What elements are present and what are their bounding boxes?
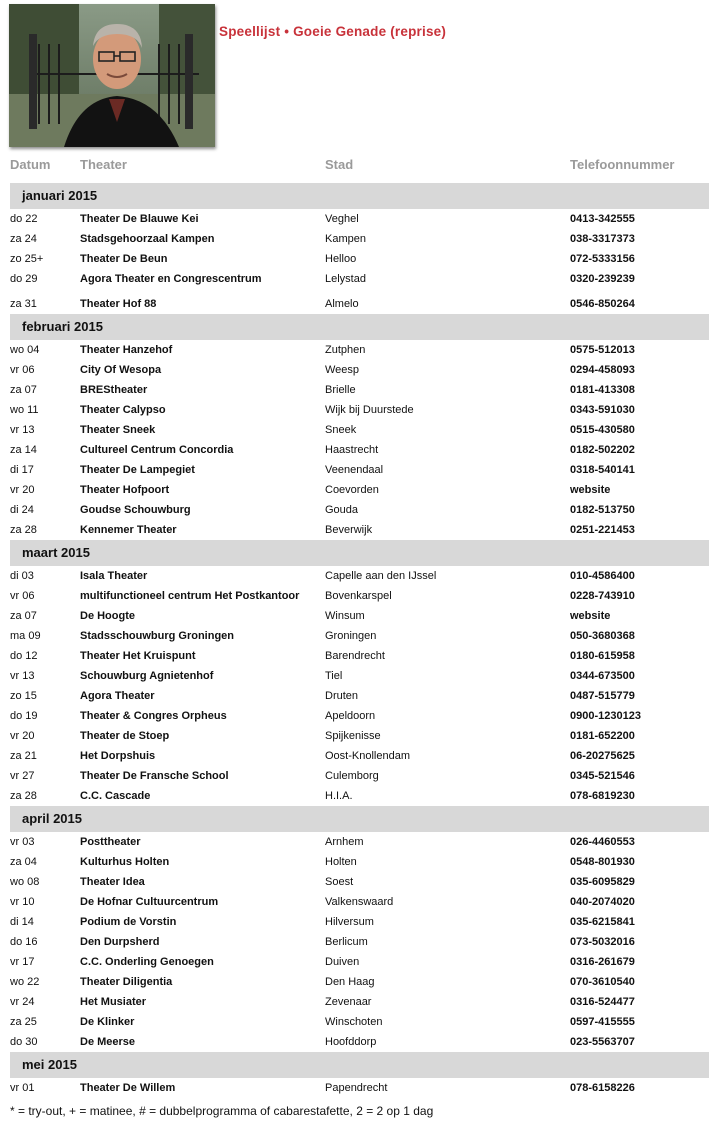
month-header [10,183,709,209]
theater-cell: Podium de Vorstin [80,916,177,928]
table-row [0,249,716,269]
table-row [0,520,716,540]
column-header-city: Stad [325,157,354,172]
phone-cell: 0318-540141 [570,464,635,476]
table-row [0,400,716,420]
city-cell: Lelystad [325,273,366,285]
city-cell: Zevenaar [325,996,372,1008]
theater-cell: Theater Hofpoort [80,484,170,496]
date-cell: vr 06 [10,590,35,602]
table-row [0,686,716,706]
city-cell: Berlicum [325,936,368,948]
table-row [0,746,716,766]
city-cell: Bovenkarspel [325,590,392,602]
date-cell: do 29 [10,273,38,285]
phone-cell: 035-6095829 [570,876,635,888]
table-row [0,912,716,932]
city-cell: Gouda [325,504,359,516]
theater-cell: Isala Theater [80,570,148,582]
date-cell: vr 06 [10,364,35,376]
phone-cell: 073-5032016 [570,936,635,948]
theater-cell: De Hoogte [80,610,135,622]
date-cell: za 07 [10,610,37,622]
theater-cell: Cultureel Centrum Concordia [80,444,234,456]
theater-cell: De Hofnar Cultuurcentrum [80,896,219,908]
city-cell: Capelle aan den IJssel [325,570,437,582]
phone-cell: 040-2074020 [570,896,635,908]
date-cell: wo 08 [10,876,40,888]
table-row [0,606,716,626]
date-cell: di 24 [10,504,34,516]
date-cell: do 19 [10,710,38,722]
table-row [0,832,716,852]
city-cell: H.I.A. [325,790,353,802]
theater-cell: Theater Het Kruispunt [80,650,196,662]
date-cell: vr 01 [10,1082,35,1094]
phone-cell: 0575-512013 [570,344,635,356]
phone-cell: 070-3610540 [570,976,635,988]
month-label: mei 2015 [22,1057,77,1072]
phone-cell: 0320-239239 [570,273,635,285]
phone-cell: 0251-221453 [570,524,635,536]
date-cell: za 14 [10,444,37,456]
city-cell: Spijkenisse [325,730,381,742]
date-cell: za 21 [10,750,37,762]
date-cell: do 16 [10,936,38,948]
phone-cell: 0597-415555 [570,1016,635,1028]
theater-cell: Theater De Beun [80,253,168,265]
phone-cell: 0413-342555 [570,213,635,225]
city-cell: Wijk bij Duurstede [325,404,414,416]
city-cell: Coevorden [325,484,379,496]
phone-cell: 0343-591030 [570,404,635,416]
month-label: maart 2015 [22,545,90,560]
date-cell: wo 22 [10,976,40,988]
table-row [0,340,716,360]
city-cell: Barendrecht [325,650,385,662]
theater-cell: Stadsgehoorzaal Kampen [80,233,215,245]
theater-cell: Theater Hanzehof [80,344,173,356]
theater-cell: Schouwburg Agnietenhof [80,670,214,682]
city-cell: Den Haag [325,976,375,988]
table-row [0,360,716,380]
date-cell: zo 25+ [10,253,44,265]
date-cell: vr 24 [10,996,35,1008]
city-cell: Hoofddorp [325,1036,377,1048]
phone-cell: 072-5333156 [570,253,635,265]
date-cell: wo 04 [10,344,40,356]
theater-cell: Theater Hof 88 [80,298,157,310]
theater-cell: Theater de Stoep [80,730,170,742]
table-row [0,872,716,892]
phone-cell: 050-3680368 [570,630,635,642]
month-label: februari 2015 [22,319,103,334]
performer-photo [9,4,215,147]
phone-cell: 0182-502202 [570,444,635,456]
table-row [0,972,716,992]
date-cell: di 03 [10,570,34,582]
city-cell: Brielle [325,384,356,396]
table-row [0,892,716,912]
city-cell: Arnhem [325,836,364,848]
date-cell: vr 13 [10,424,35,436]
city-cell: Veghel [325,213,359,225]
table-row [0,706,716,726]
theater-cell: Theater Idea [80,876,145,888]
city-cell: Druten [325,690,359,702]
city-cell: Helloo [325,253,357,265]
date-cell: zo 15 [10,690,37,702]
theater-cell: Theater De Fransche School [80,770,229,782]
city-cell: Soest [325,876,354,888]
theater-cell: De Meerse [80,1036,136,1048]
table-row [0,586,716,606]
page-title: Speellijst • Goeie Genade (reprise) [219,24,447,39]
phone-cell: 0294-458093 [570,364,635,376]
city-cell: Tiel [325,670,343,682]
phone-cell: 0182-513750 [570,504,635,516]
phone-cell: 023-5563707 [570,1036,635,1048]
table-row [0,294,716,314]
theater-cell: BREStheater [80,384,148,396]
phone-cell: 0344-673500 [570,670,635,682]
month-label: april 2015 [22,811,82,826]
month-header [10,314,709,340]
phone-cell: 0345-521546 [570,770,635,782]
date-cell: vr 20 [10,484,35,496]
theater-cell: C.C. Onderling Genoegen [80,956,214,968]
city-cell: Duiven [325,956,360,968]
date-cell: do 22 [10,213,38,225]
schedule-table [0,183,716,1098]
city-cell: Culemborg [325,770,379,782]
table-row [0,480,716,500]
theater-cell: Goudse Schouwburg [80,504,191,516]
phone-cell: 0548-801930 [570,856,635,868]
date-cell: za 07 [10,384,37,396]
city-cell: Papendrecht [325,1082,388,1094]
city-cell: Valkenswaard [325,896,394,908]
date-cell: vr 10 [10,896,35,908]
table-row [0,626,716,646]
month-label: januari 2015 [22,188,98,203]
theater-cell: Posttheater [80,836,141,848]
month-header [10,1052,709,1078]
date-cell: za 28 [10,790,37,802]
table-row [0,500,716,520]
date-cell: di 14 [10,916,34,928]
phone-cell: 0515-430580 [570,424,635,436]
city-cell: Holten [325,856,357,868]
theater-cell: Theater Diligentia [80,976,173,988]
theater-cell: Kennemer Theater [80,524,177,536]
table-row [0,666,716,686]
column-header-date: Datum [10,157,51,172]
table-row [0,786,716,806]
table-row [0,726,716,746]
date-cell: do 30 [10,1036,38,1048]
date-cell: do 12 [10,650,38,662]
table-row [0,440,716,460]
column-header-phone: Telefoonnummer [570,157,675,172]
phone-cell: 0180-615958 [570,650,635,662]
table-row [0,992,716,1012]
table-row [0,460,716,480]
table-row [0,209,716,229]
theater-cell: Agora Theater [80,690,155,702]
city-cell: Sneek [325,424,357,436]
date-cell: ma 09 [10,630,41,642]
city-cell: Weesp [325,364,360,376]
theater-cell: Het Musiater [80,996,147,1008]
phone-cell: 078-6819230 [570,790,635,802]
date-cell: vr 20 [10,730,35,742]
date-cell: za 04 [10,856,37,868]
date-cell: za 31 [10,298,37,310]
theater-cell: Theater De Blauwe Kei [80,213,199,225]
city-cell: Hilversum [325,916,374,928]
phone-cell[interactable]: website [570,484,611,496]
table-header [0,157,716,175]
city-cell: Almelo [325,298,359,310]
date-cell: za 24 [10,233,37,245]
table-row [0,932,716,952]
theater-cell: Het Dorpshuis [80,750,156,762]
date-cell: vr 03 [10,836,35,848]
theater-cell: Theater Sneek [80,424,156,436]
table-row [0,646,716,666]
city-cell: Oost-Knollendam [325,750,410,762]
month-header [10,806,709,832]
date-cell: za 25 [10,1016,37,1028]
phone-cell: 0316-524477 [570,996,635,1008]
date-cell: za 28 [10,524,37,536]
city-cell: Veenendaal [325,464,384,476]
phone-cell: 078-6158226 [570,1082,635,1094]
table-row [0,380,716,400]
theater-cell: C.C. Cascade [80,790,151,802]
theater-cell: Stadsschouwburg Groningen [80,630,235,642]
theater-cell: Theater De Willem [80,1082,176,1094]
table-row [0,566,716,586]
theater-cell: Kulturhus Holten [80,856,170,868]
table-row [0,852,716,872]
date-cell: wo 11 [10,404,39,416]
table-row [0,1012,716,1032]
phone-cell: 0316-261679 [570,956,635,968]
phone-cell: 06-20275625 [570,750,635,762]
table-row [0,952,716,972]
theater-cell: Theater & Congres Orpheus [80,710,227,722]
table-row [0,420,716,440]
phone-cell: 038-3317373 [570,233,635,245]
city-cell: Apeldoorn [325,710,376,722]
city-cell: Winschoten [325,1016,383,1028]
table-row [0,1032,716,1052]
footnote: * = try-out, + = matinee, # = dubbelprogramma of cabarestafette, 2 = 2 op 1 dag [10,1104,434,1118]
theater-cell: Theater De Lampegiet [80,464,195,476]
phone-cell: 0546-850264 [570,298,635,310]
theater-cell: Theater Calypso [80,404,166,416]
phone-cell: 026-4460553 [570,836,635,848]
date-cell: vr 17 [10,956,35,968]
table-row [0,766,716,786]
table-row [0,269,716,294]
column-header-theater: Theater [80,157,127,172]
date-cell: vr 27 [10,770,35,782]
theater-cell: De Klinker [80,1016,135,1028]
city-cell: Zutphen [325,344,366,356]
city-cell: Beverwijk [325,524,373,536]
table-row [0,229,716,249]
phone-cell: 010-4586400 [570,570,635,582]
theater-cell: City Of Wesopa [80,364,162,376]
city-cell: Haastrecht [325,444,379,456]
phone-cell: 035-6215841 [570,916,635,928]
phone-cell: 0181-413308 [570,384,635,396]
theater-cell: Agora Theater en Congrescentrum [80,273,262,285]
phone-cell: 0228-743910 [570,590,635,602]
phone-cell: 0181-652200 [570,730,635,742]
city-cell: Groningen [325,630,377,642]
theater-cell: multifunctioneel centrum Het Postkantoor [80,590,300,602]
phone-cell: 0487-515779 [570,690,635,702]
phone-cell[interactable]: website [570,610,611,622]
city-cell: Kampen [325,233,366,245]
month-header [10,540,709,566]
date-cell: vr 13 [10,670,35,682]
theater-cell: Den Durpsherd [80,936,160,948]
phone-cell: 0900-1230123 [570,710,641,722]
table-row [0,1078,716,1098]
city-cell: Winsum [325,610,365,622]
date-cell: di 17 [10,464,34,476]
